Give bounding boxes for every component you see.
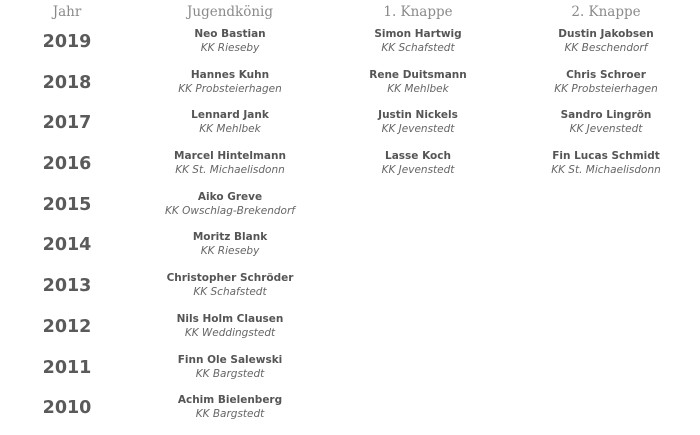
table-row <box>0 150 700 191</box>
header-year: Jahr <box>52 4 82 20</box>
club-name: KK Probsteierhagen <box>554 82 658 95</box>
jugendkoenig-cell <box>130 272 330 299</box>
person-name: Finn Ole Salewski <box>177 353 283 366</box>
year-cell: 2014 <box>42 235 92 256</box>
person-name: Hannes Kuhn <box>190 68 270 81</box>
year-cell: 2019 <box>42 32 92 52</box>
table-row <box>0 109 700 150</box>
club-name: KK Jevenstedt <box>569 123 643 136</box>
year-cell: 2018 <box>42 72 92 93</box>
person-name: Marcel Hintelmann <box>174 150 286 163</box>
table-row <box>0 28 700 69</box>
person-name: Dustin Jakobsen <box>558 28 654 40</box>
year-cell: 2012 <box>42 316 92 337</box>
year-cell: 2011 <box>42 357 92 378</box>
header-knappe-1: 1. Knappe <box>383 4 453 20</box>
table-row <box>0 191 700 232</box>
knappe-1-cell <box>318 109 518 136</box>
jugendkoenig-cell <box>130 191 330 218</box>
table-row <box>0 394 700 435</box>
table-row <box>0 313 700 354</box>
table-body <box>0 28 700 435</box>
person-name: Fin Lucas Schmidt <box>552 150 660 163</box>
year-cell: 2010 <box>42 398 92 419</box>
knappe-1-cell <box>318 150 518 177</box>
person-name: Nils Holm Clausen <box>176 312 284 325</box>
header-jugendkoenig: Jugendkönig <box>186 4 274 20</box>
person-name: Justin Nickels <box>378 109 458 122</box>
jugendkoenig-cell <box>130 109 330 136</box>
club-name: KK Beschendorf <box>564 42 648 54</box>
header-knappe-2: 2. Knappe <box>571 4 641 20</box>
person-name: Lasse Koch <box>385 150 451 163</box>
jugendkoenig-cell <box>130 69 330 96</box>
knappe-2-cell <box>506 28 700 55</box>
club-name: KK Schafstedt <box>193 286 267 299</box>
table-header <box>0 0 700 28</box>
year-cell: 2013 <box>42 276 92 297</box>
club-name: KK St. Michaelisdonn <box>551 164 661 177</box>
person-name: Simon Hartwig <box>374 28 462 40</box>
club-name: KK Jevenstedt <box>381 123 455 136</box>
club-name: KK Bargstedt <box>195 408 265 421</box>
person-name: Aiko Greve <box>197 190 263 203</box>
jugendkoenig-cell <box>130 313 330 340</box>
person-name: Achim Bielenberg <box>177 394 283 407</box>
person-name: Neo Bastian <box>194 28 266 40</box>
jugendkoenig-cell <box>130 150 330 177</box>
club-name: KK Probsteierhagen <box>178 82 282 95</box>
year-cell: 2015 <box>42 194 92 215</box>
person-name: Chris Schroer <box>566 68 646 81</box>
table-row <box>0 231 700 272</box>
person-name: Lennard Jank <box>191 109 269 122</box>
knappe-1-cell <box>318 28 518 55</box>
jugendkoenig-cell <box>130 231 330 258</box>
club-name: KK Rieseby <box>200 42 260 54</box>
jugendkoenig-cell <box>130 394 330 421</box>
table-row <box>0 272 700 313</box>
knappe-2-cell <box>506 150 700 177</box>
club-name: KK Rieseby <box>200 245 260 258</box>
year-cell: 2016 <box>42 154 92 175</box>
jugendkoenig-cell <box>130 28 330 55</box>
club-name: KK Mehlbek <box>387 82 449 95</box>
club-name: KK Weddingstedt <box>184 326 276 339</box>
knappe-2-cell <box>506 69 700 96</box>
club-name: KK Mehlbek <box>199 123 261 136</box>
person-name: Christopher Schröder <box>166 272 294 285</box>
year-cell: 2017 <box>42 113 92 134</box>
person-name: Moritz Blank <box>192 231 268 244</box>
table-row <box>0 354 700 395</box>
knappe-1-cell <box>318 69 518 96</box>
person-name: Sandro Lingrön <box>560 109 652 122</box>
club-name: KK St. Michaelisdonn <box>175 164 285 177</box>
knappe-2-cell <box>506 109 700 136</box>
person-name: Rene Duitsmann <box>369 68 467 81</box>
jugendkoenig-cell <box>130 354 330 381</box>
club-name: KK Schafstedt <box>381 42 455 54</box>
table-row <box>0 69 700 110</box>
club-name: KK Owschlag-Brekendorf <box>165 204 295 217</box>
club-name: KK Bargstedt <box>195 367 265 380</box>
club-name: KK Jevenstedt <box>381 164 455 177</box>
